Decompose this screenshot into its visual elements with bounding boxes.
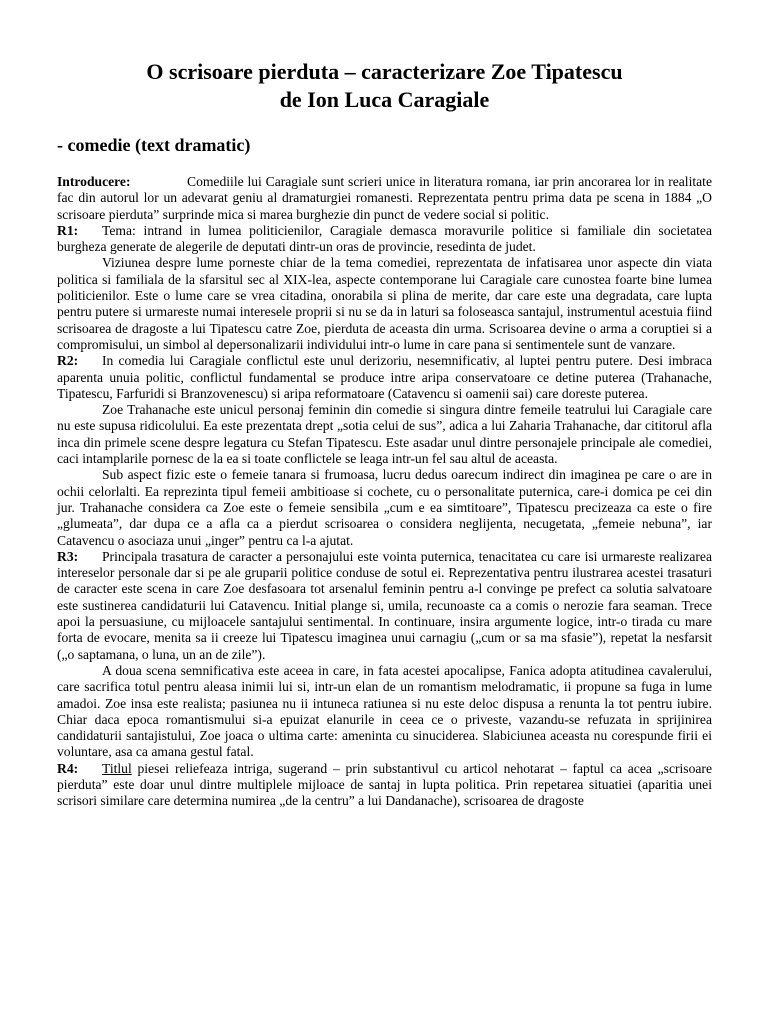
r3-paragraph [57,549,712,663]
r1-paragraph [57,223,712,256]
r1-text: Tema: intrand in lumea politicienilor, Caragiale demasca moravurile politice si familiale din societatea burgheza generate de alegerile de deputati dintr-un oras de provincie, resedinta de judet. [57,222,712,255]
r1-paragraph-2: Viziunea despre lume porneste chiar de la tema comediei, reprezentata de infatisarea unor aspecte din viata politica si familiala de la sfarsitul sec al XIX-lea, aspecte contemporane lui Caragiale care cunostea foarte bine lumea politicienilor. Este o lume care se vrea citadina, onorabila si plina de merite, dar care este una degradata, care lupta pentru putere si urmareste numai interesele proprii si nu se da in laturi sa foloseasca santajul, instrumentul acestuia fiind scrisoarea de dragoste a lui Tipatescu catre Zoe, pierduta de aceasta din urma. Scrisoarea devine o arma a coruptiei si a compromisului, un simbol al depersonalizarii individului intr-o lume in care pana si sentimentele sunt de vanzare. [57,255,712,352]
r2-paragraph-3: Sub aspect fizic este o femeie tanara si frumoasa, lucru dedus oarecum indirect din imaginea pe care o are in ochii celorlalti. Ea reprezinta tipul femeii ambitioase si cochete, cu o personalitate puternica, care-i domica pe cei din jur. Trahanache considera ca Zoe este o femeie sensibila „cum e ea simtitoare”, Tipatescu precizeaza ca este o fire „glumeata”, dar dupa ce a afla ca a pierdut scrisoarea o considera neglijenta, necugetata, „femeie nebuna”, iar Catavencu o asociaza unui „inger” pentru ca l-a ajutat. [57,467,712,548]
r2-label: R2: [57,353,79,369]
r2-paragraph-2: Zoe Trahanache este unicul personaj feminin din comedie si singura dintre femeile teatrului lui Caragiale care nu este supusa ridicolului. Ea este prezentata drept „sotia celui de sus”, adica a lui Zaharia Trahanache, dar cititorul afla inca din primele scene despre legatura cu Stefan Tipatescu. Este asadar unul dintre personajele principale ale comediei, caci intamplarile pornesc de la ea si toate conflictele se leaga intr-un fel sau altul de aceasta. [57,402,712,467]
document-title [57,58,712,114]
document-body [57,174,712,810]
r4-paragraph [57,761,712,810]
r4-label: R4: [57,760,79,776]
r4-underlined-word: Titlul [102,760,132,776]
document-title-line-2: de Ion Luca Caragiale [279,87,490,112]
r4-text: piesei reliefeaza intriga, sugerand – prin substantivul cu articol nehotarat – faptul ca acea „scrisoare pierduta” este doar unul dintre multiplele mijloace de santaj in lupta politica. Prin repetarea situatiei (aparitia unei scrisori similare care determina numirea „de la centru” a lui Dandanache), scrisoarea de dragoste [57,760,712,809]
r3-paragraph-2: A doua scena semnificativa este aceea in care, in fata acestei apocalipse, Fanica adopta atitudinea cavalerului, care sacrifica totul pentru aleasa inimii lui si, intr-un elan de un romantism melodramatic, ii propune sa fuga in lume amadoi. Zoe insa este realista; pasiunea nu ii intuneca ratiunea si nu este deloc dispusa a renunta la tot pentru iubire. Chiar daca epoca romantismului si-a epuizat elanurile in ceea ce o priveste, vazandu-se refuzata in sprijinirea candidaturii santajistului, Zoe joaca o ultima carte: ameninta cu sinuciderea. Slabiciunea aceasta nu corespunde firii ei voluntare, asa ca amana gestul fatal. [57,662,712,760]
r1-label: R1: [57,222,79,238]
r2-paragraph [57,353,712,402]
intro-paragraph [57,174,712,223]
document-title-line-1: O scrisoare pierduta – caracterizare Zoe Tipatescu [146,59,623,84]
intro-label: Introducere: [57,174,131,189]
r2-text: In comedia lui Caragiale conflictul este unul derizoriu, nesemnificativ, al luptei pentru putere. Desi imbraca aparenta unuia politic, conflictul fundamental se produce intre aripa conservatoare ce detine puterea (Trahanache, Tipatescu, Farfuridi si Branzovenescu) si aripa reformatoare (Catavencu si oamenii sai) care doreste puterea. [57,353,712,401]
r3-label: R3: [57,548,79,564]
genre-heading: - comedie (text dramatic) [57,135,251,155]
intro-text: Comediile lui Caragiale sunt scrieri unice in literatura romana, iar prin ancorarea lor in realitate fac din autorul lor un adevarat geniu al dramaturgiei romanesti. Reprezentata pentru prima data pe scena in 1884 „O scrisoare pierduta” surprinde mica si marea burghezie din punct de vedere social si politic. [57,174,712,222]
r3-text: Principala trasatura de caracter a personajului este vointa puternica, tenacitatea cu care isi urmareste realizarea intereselor personale dar si pe ale gruparii politice conduse de sotul ei. Reprezentativa pentru ilustrarea acestei trasaturi de caracter este scena in care Zoe desfasoara tot arsenalul feminin pentru a-l convinge pe prefect ca solutia salvatoare este sustinerea candidaturii lui Catavencu. Initial plange si, umila, recunoaste ca a comis o nerozie fara seaman. Trece apoi la persuasiune, cu mijloacele santajului sentimental. In continuare, insira argumente logice, intr-o tirada cu mare forta de evocare, menita sa ii creeze lui Tipatescu imaginea unui carnagiu („cum or sa ma sfasie”), repetat la nesfarsit („o saptamana, o luna, un an de zile”). [57,548,712,662]
